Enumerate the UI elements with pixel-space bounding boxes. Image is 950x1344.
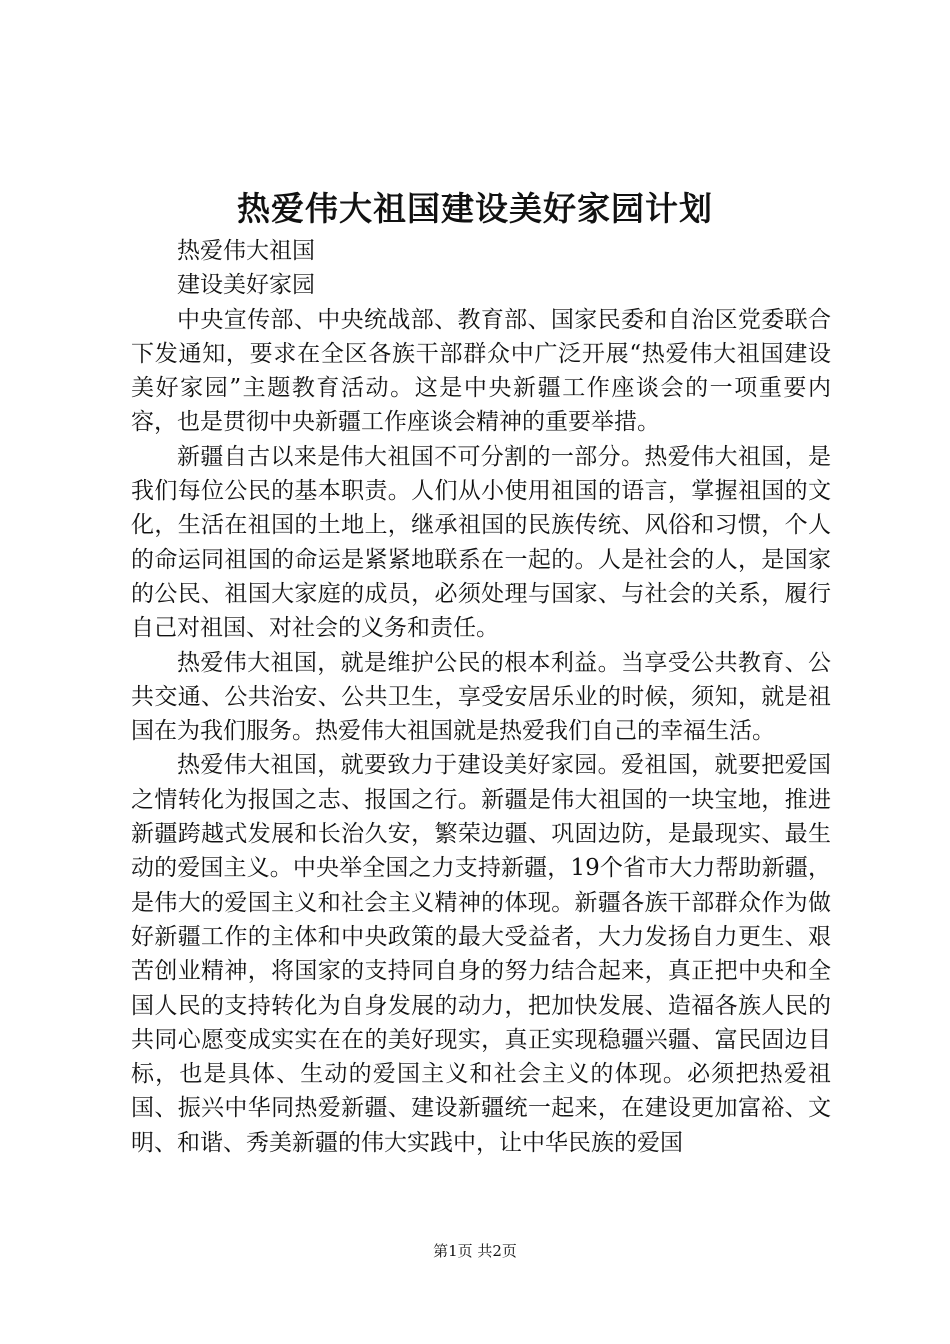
body-paragraph: 热爱伟大祖国，就要致力于建设美好家园。爱祖国，就要把爱国之情转化为报国之志、报国之行。新疆是伟大祖国的一块宝地，推进新疆跨越式发展和长治久安，繁荣边疆、巩固边防，是最现实、最生动的爱国主义。中央举全国之力支持新疆，19个省市大力帮助新疆，是伟大的爱国主义和社会主义精神的体现。新疆各族干部群众作为做好新疆工作的主体和中央政策的最大受益者，大力发扬自力更生、艰苦创业精神，将国家的支持同自身的努力结合起来，真正把中央和全国人民的支持转化为自身发展的动力，把加快发展、造福各族人民的共同心愿变成实实在在的美好现实，真正实现稳疆兴疆、富民固边目标，也是具体、生动的爱国主义和社会主义的体现。必须把热爱祖国、振兴中华同热爱新疆、建设新疆统一起来，在建设更加富裕、文明、和谐、秀美新疆的伟大实践中，让中华民族的爱国 bbox=[131, 752, 831, 1156]
document-title: 热爱伟大祖国建设美好家园计划 bbox=[237, 189, 713, 228]
body-paragraph: 热爱伟大祖国，就是维护公民的根本利益。当享受公共教育、公共交通、公共治安、公共卫生，享受安居乐业的时候，须知，就是祖国在为我们服务。热爱伟大祖国就是热爱我们自己的幸福生活。 bbox=[131, 649, 831, 745]
subheading-line: 热爱伟大祖国 bbox=[177, 238, 315, 264]
document-body bbox=[131, 234, 831, 1160]
body-paragraph: 新疆自古以来是伟大祖国不可分割的一部分。热爱伟大祖国，是我们每位公民的基本职责。人们从小使用祖国的语言，掌握祖国的文化，生活在祖国的土地上，继承祖国的民族传统、风俗和习惯，个人的命运同祖国的命运是紧紧地联系在一起的。人是社会的人，是国家的公民、祖国大家庭的成员，必须处理与国家、与社会的关系，履行自己对祖国、对社会的义务和责任。 bbox=[131, 443, 831, 642]
subheading-line: 建设美好家园 bbox=[177, 272, 315, 299]
page-number-footer: 第1页 共2页 bbox=[433, 1242, 517, 1260]
body-paragraph: 中央宣传部、中央统战部、教育部、国家民委和自治区党委联合下发通知，要求在全区各族干部群众中广泛开展“热爱伟大祖国建设美好家园”主题教育活动。这是中央新疆工作座谈会的一项重要内容，也是贯彻中央新疆工作座谈会精神的重要举措。 bbox=[131, 306, 831, 436]
